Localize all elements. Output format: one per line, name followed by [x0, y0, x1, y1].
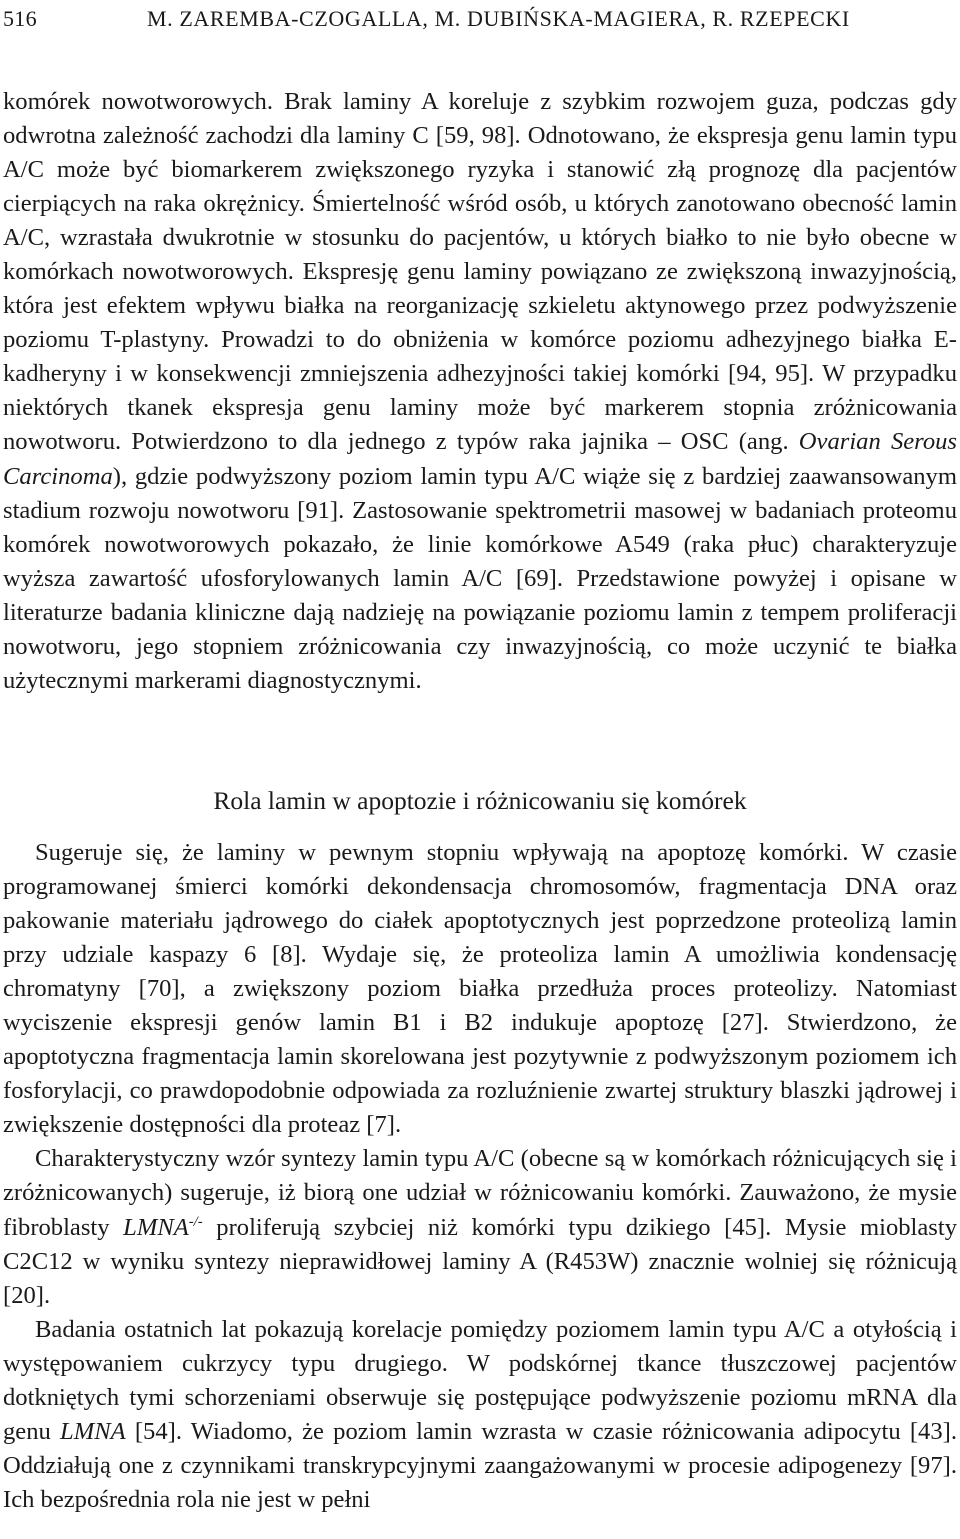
section-heading: Rola lamin w apoptozie i różnicowaniu się komórek	[213, 786, 747, 815]
running-header	[0, 3, 960, 35]
paragraph	[3, 85, 957, 698]
body-text-block	[3, 836, 957, 1517]
gene-name: LMNA	[123, 1213, 189, 1241]
text-run: [54]. Wiadomo, że poziom lamin wzrasta w czasie różnicowania adipocytu [43]. Oddziałują one z czynnikami transkrypcyjnymi zaangażowanymi w procesie adipogenezy [97]. Ich bezpośrednia rola nie jest w pełni	[3, 1417, 957, 1513]
italic-term: Ovarian Serous Carcinoma	[3, 428, 957, 490]
text-run: ), gdzie podwyższony poziom lamin typu A/C wiąże się z bardziej zaawansowanym stadium rozwoju nowotworu [91]. Zastosowanie spektrometrii masowej w badaniach proteomu komórek nowotworowych pokazało, że linie komórkowe A549 (raka płuc) charakteryzuje wyższa zawartość ufosforylowanych lamin A/C [69]. Przedstawione powyżej i opisane w literaturze badania kliniczne dają nadzieję na powiązanie poziomu lamin z tempem proliferacji nowotworu, jego stopniem zróżnicowania czy inwazyjnością, co może uczynić te białka użytecznymi markerami diagnostycznymi.	[3, 462, 957, 694]
gene-superscript: -/-	[188, 1213, 203, 1230]
paragraph	[3, 1142, 957, 1312]
text-run: Badania ostatnich lat pokazują korelacje pomiędzy poziomem lamin typu A/C a otyłością i występowaniem cukrzycy typu drugiego. W podskórnej tkance tłuszczowej pacjentów dotkniętych tymi schorzeniami obserwuje się postępujące podwyższenie poziomu mRNA dla genu	[3, 1315, 957, 1445]
body-text-block	[3, 85, 957, 698]
running-head-authors: M. ZAREMBA-CZOGALLA, M. DUBIŃSKA-MAGIERA, R. RZEPECKI	[147, 6, 850, 31]
page-number: 516	[3, 6, 37, 31]
text-run: Charakterystyczny wzór syntezy lamin typu A/C (obecne są w komórkach różnicujących się i zróżnicowanych) sugeruje, iż biorą one udział w różnicowaniu komórki. Zauważono, że mysie fibroblasty	[3, 1145, 957, 1241]
text-run: komórek nowotworowych. Brak laminy A koreluje z szybkim rozwojem guza, podczas gdy odwrotna zależność zachodzi dla laminy C [59, 98]. Odnotowano, że ekspresja genu lamin typu A/C może być biomarkerem zwiększonego ryzyka i stanowić złą prognozę dla pacjentów cierpiących na raka okrężnicy. Śmiertelność wśród osób, u których zanotowano obecność lamin A/C, wzrastała dwukrotnie w stosunku do pacjentów, u których białko to nie było obecne w komórkach nowotworowych. Ekspresję genu laminy powiązano ze zwiększoną inwazyjnością, która jest efektem wpływu białka na reorganizację szkieletu aktynowego przez podwyższenie poziomu T-plastyny. Prowadzi to do obniżenia w komórce poziomu adhezyjnego białka E-kadheryny i w konsekwencji zmniejszenia adhezyjności takiej komórki [94, 95]. W przypadku niektórych tkanek ekspresja genu laminy może być markerem stopnia zróżnicowania nowotworu. Potwierdzono to dla jednego z typów raka jajnika – OSC (ang.	[3, 88, 957, 456]
paragraph: Sugeruje się, że laminy w pewnym stopniu wpływają na apoptozę komórki. W czasie programowanej śmierci komórki dekondensacja chromosomów, fragmentacja DNA oraz pakowanie materiału jądrowego do ciałek apoptotycznych jest poprzedzone proteolizą lamin przy udziale kaspazy 6 [8]. Wydaje się, że proteoliza lamin A umożliwia kondensację chromatyny [70], a zwiększony poziom białka przedłuża proces proteolizy. Natomiast wyciszenie ekspresji genów lamin B1 i B2 indukuje apoptozę [27]. Stwierdzono, że apoptotyczna fragmentacja lamin skorelowana jest pozytywnie z podwyższonym poziomem ich fosforylacji, co prawdopodobnie odpowiada za rozluźnienie zwartej struktury blaszki jądrowej i zwiększenie dostępności dla proteaz [7].	[3, 839, 957, 1139]
gene-name: LMNA	[60, 1417, 126, 1445]
paragraph	[3, 1313, 957, 1517]
text-run: proliferują szybciej niż komórki typu dzikiego [45]. Mysie mioblasty C2C12 w wyniku syntezy nieprawidłowej laminy A (R453W) znacznie wolniej się różnicują [20].	[3, 1213, 957, 1309]
